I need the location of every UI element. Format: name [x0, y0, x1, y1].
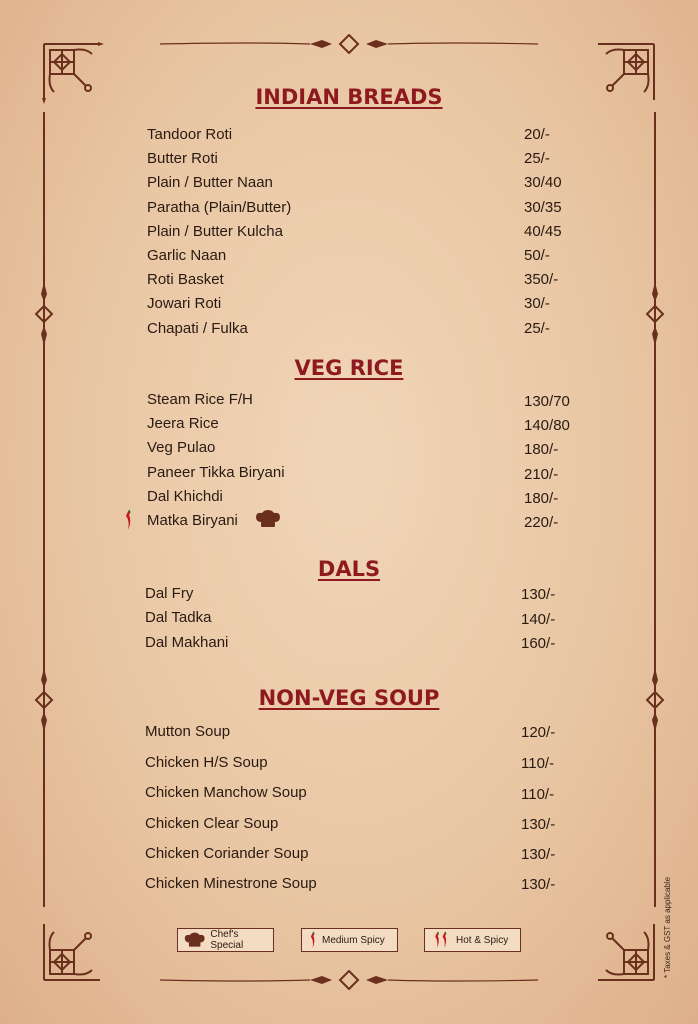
item-name: Matka Biryani	[147, 512, 238, 529]
legend-medium-spicy	[301, 928, 398, 952]
item-name: Chicken H/S Soup	[145, 754, 268, 771]
section-title-indian-breads: INDIAN BREADS	[255, 85, 443, 109]
legend-label: Hot & Spicy	[456, 934, 509, 946]
chili-icon	[308, 931, 317, 949]
item-price: 350/-	[524, 271, 559, 288]
legend-hot-spicy	[424, 928, 521, 952]
item-price: 25/-	[524, 150, 550, 167]
item-price: 110/-	[521, 755, 555, 772]
item-price: 210/-	[524, 466, 559, 483]
legend-label: Medium Spicy	[322, 934, 385, 946]
frame-right-line	[654, 112, 656, 907]
top-ornament	[160, 34, 538, 54]
item-price: 30/35	[524, 199, 562, 216]
section-title-dals: DALS	[317, 557, 381, 581]
item-name: Jeera Rice	[147, 415, 219, 432]
taxes-footnote: * Taxes & GST as applicable	[663, 876, 672, 978]
item-name: Chicken Minestrone Soup	[145, 875, 317, 892]
chili-icon	[123, 509, 133, 531]
item-name: Dal Tadka	[145, 609, 212, 626]
legend-chefs-special	[177, 928, 274, 952]
item-name: Chicken Clear Soup	[145, 815, 279, 832]
item-name: Butter Roti	[147, 150, 218, 167]
frame-left-line	[43, 112, 45, 907]
side-ornament-right-upper	[644, 282, 666, 346]
item-price: 30/40	[524, 174, 562, 191]
chef-hat-icon	[255, 510, 281, 528]
corner-ornament-bottom-left	[40, 920, 104, 984]
legend-label: Chef's Special	[210, 929, 244, 951]
item-price: 160/-	[521, 635, 556, 652]
item-name: Steam Rice F/H	[147, 391, 253, 408]
item-name: Chicken Coriander Soup	[145, 845, 309, 862]
item-name: Veg Pulao	[147, 439, 216, 456]
item-price: 130/-	[521, 816, 556, 833]
item-price: 130/-	[521, 846, 556, 863]
item-price: 20/-	[524, 126, 550, 143]
item-price: 40/45	[524, 223, 562, 240]
section-title-veg-rice: VEG RICE	[294, 356, 404, 380]
item-price: 130/-	[521, 876, 556, 893]
item-name: Mutton Soup	[145, 723, 231, 740]
item-price: 130/-	[521, 586, 556, 603]
corner-ornament-bottom-right	[594, 920, 658, 984]
item-price: 180/-	[524, 441, 559, 458]
item-price: 25/-	[524, 320, 550, 337]
item-name: Paneer Tikka Biryani	[147, 464, 285, 481]
item-price: 220/-	[524, 514, 559, 531]
item-price: 130/70	[524, 393, 570, 410]
item-name: Jowari Roti	[147, 295, 222, 312]
item-price: 140/80	[524, 417, 570, 434]
item-name: Roti Basket	[147, 271, 224, 288]
item-price: 30/-	[524, 295, 550, 312]
side-ornament-left-upper	[33, 282, 55, 346]
item-name: Chapati / Fulka	[147, 320, 248, 337]
item-name: Plain / Butter Naan	[147, 174, 273, 191]
item-name: Plain / Butter Kulcha	[147, 223, 283, 240]
bottom-ornament	[160, 970, 538, 990]
item-price: 140/-	[521, 611, 556, 628]
double-chili-icon	[431, 931, 451, 949]
item-price: 110/-	[521, 786, 555, 803]
item-name: Dal Khichdi	[147, 488, 223, 505]
item-price: 120/-	[521, 724, 556, 741]
item-name: Garlic Naan	[147, 247, 227, 264]
item-price: 50/-	[524, 247, 550, 264]
item-name: Chicken Manchow Soup	[145, 784, 307, 801]
item-name: Paratha (Plain/Butter)	[147, 199, 292, 216]
item-price: 180/-	[524, 490, 559, 507]
item-name: Tandoor Roti	[147, 126, 233, 143]
item-name: Dal Makhani	[145, 634, 229, 651]
section-title-non-veg-soup: NON-VEG SOUP	[258, 686, 440, 710]
item-name: Dal Fry	[145, 585, 194, 602]
chef-hat-icon	[184, 932, 205, 948]
